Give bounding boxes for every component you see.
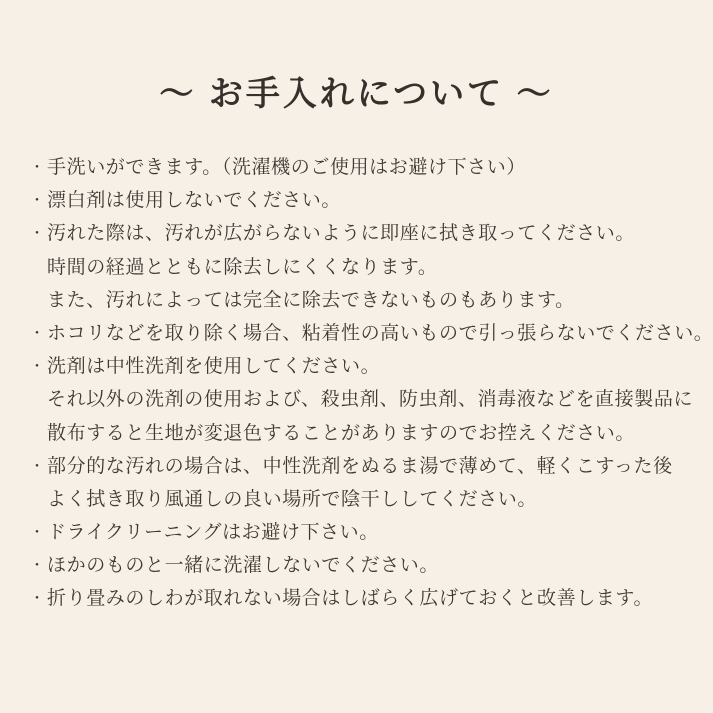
care-instruction-continuation-line <box>30 417 708 450</box>
care-instruction-line <box>30 516 708 549</box>
care-instruction-text: 手洗いができます。（洗濯機のご使用はお避け下さい） <box>47 157 526 178</box>
bullet-dot: ・ <box>30 590 45 607</box>
care-instruction-text: ほかのものと一緒に洗濯しないでください。 <box>47 555 440 577</box>
care-instruction-line <box>30 450 708 483</box>
care-instruction-text: 漂白剤は使用しないでください。 <box>47 190 342 212</box>
care-instruction-text: 折り畳みのしわが取れない場合はしばらく広げておくと改善します。 <box>47 588 654 610</box>
care-instruction-line <box>30 184 708 217</box>
care-instruction-line <box>30 350 708 383</box>
care-instruction-text: ホコリなどを取り除く場合、粘着性の高いもので引っ張らないでください。 <box>47 322 713 344</box>
care-instruction-text: また、汚れによっては完全に除去できないものもあります。 <box>47 289 575 311</box>
care-instruction-text: 洗剤は中性洗剤を使用してください。 <box>47 356 381 378</box>
care-instruction-text: 時間の経過とともに除去しにくくなります。 <box>47 256 438 278</box>
care-instruction-text: 散布すると生地が変退色することがありますのでお控えください。 <box>47 422 636 444</box>
bullet-dot: ・ <box>30 225 45 242</box>
care-instruction-line <box>30 217 708 250</box>
bullet-dot: ・ <box>30 524 45 541</box>
bullet-dot: ・ <box>30 358 45 375</box>
care-instruction-line <box>30 151 708 184</box>
bullet-dot: ・ <box>30 557 45 574</box>
care-instruction-text: よく拭き取り風通しの良い場所で陰干ししてください。 <box>47 488 538 510</box>
bullet-dot: ・ <box>30 159 45 175</box>
care-instructions-list <box>30 151 713 616</box>
care-instruction-text: 汚れた際は、汚れが広がらないように即座に拭き取ってください。 <box>47 223 636 245</box>
bullet-dot: ・ <box>30 192 45 209</box>
care-instruction-continuation-line <box>30 284 708 317</box>
bullet-dot: ・ <box>30 457 45 474</box>
page-title: ～ お手入れについて ～ <box>159 75 554 113</box>
care-instruction-text: それ以外の洗剤の使用および、殺虫剤、防虫剤、消毒液などを直接製品に <box>47 389 694 411</box>
care-instruction-line <box>30 549 708 582</box>
care-instruction-text: 部分的な汚れの場合は、中性洗剤をぬるま湯で薄めて、軽くこすった後 <box>47 455 673 477</box>
care-instruction-line <box>30 317 713 350</box>
care-instruction-continuation-line <box>30 483 708 516</box>
care-instruction-line <box>30 582 708 615</box>
care-instruction-continuation-line <box>30 383 708 416</box>
care-instruction-continuation-line <box>30 251 708 284</box>
bullet-dot: ・ <box>30 324 45 341</box>
care-instruction-text: ドライクリーニングはお避け下さい。 <box>47 522 379 544</box>
